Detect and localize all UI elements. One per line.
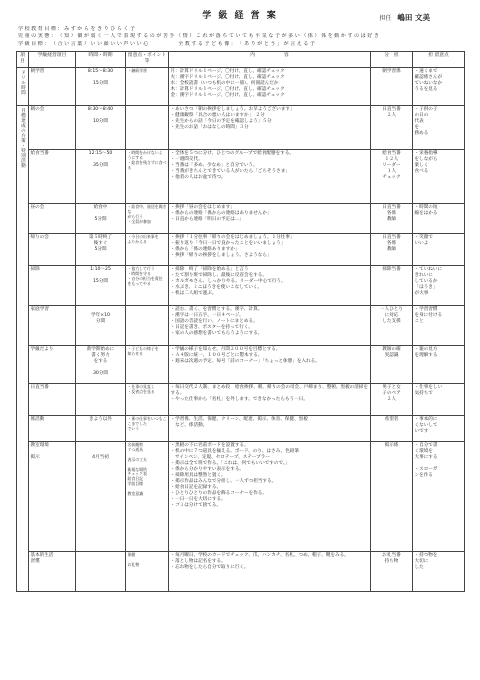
content-line: ・落とし物は記名をする。 bbox=[170, 559, 226, 565]
item-cell bbox=[29, 552, 76, 592]
content-line: ・挨拶「昼の会をはじめます」 bbox=[170, 205, 235, 211]
header-role: 分 担 bbox=[371, 51, 413, 67]
table-row bbox=[17, 416, 465, 442]
content-line: ・挨拶「帰りの挨拶をしましょう。さようなら」 bbox=[170, 253, 272, 259]
table-row bbox=[17, 266, 465, 306]
page-title: 学 級 経 営 案 bbox=[202, 11, 278, 21]
item-cell bbox=[29, 384, 76, 416]
content-line: ・学習係、生活、保健、クリーン、配達、掲示、体育、保健、黒板 bbox=[170, 417, 308, 423]
item-line: 習慣 bbox=[30, 559, 40, 565]
time-cell bbox=[76, 266, 126, 306]
content-line: ・ひとりひとりの作品を飾るコーナーを作る。 bbox=[170, 490, 267, 496]
role-line: 持ち物 bbox=[384, 559, 399, 565]
note-line: チェック表 bbox=[127, 471, 147, 477]
time-line: 35分間 bbox=[92, 163, 109, 169]
content-line: ・先生からの話「今日の予定を確認しよう」５分 bbox=[170, 119, 272, 125]
content-line: ・毎日交代２人制、まとめ役 給食挨拶、朝、帰りの会の司会、戸締まり、整頓、黒板の清掃をする。 bbox=[170, 385, 369, 397]
time-line: 1:10～25 bbox=[90, 267, 111, 273]
note-line: 名前観察 bbox=[127, 442, 144, 448]
plan-table bbox=[16, 51, 465, 592]
item-line: 学級だより bbox=[30, 347, 54, 353]
remark-cell bbox=[413, 384, 465, 416]
remark-cell bbox=[413, 266, 465, 306]
note-line: ・今日の出来事を bbox=[127, 234, 159, 240]
remark-line: 縮をはかる bbox=[414, 211, 438, 217]
remark-line: ・速くまで bbox=[414, 69, 438, 75]
role-line: 朝学習係 bbox=[382, 69, 401, 75]
time-cell bbox=[76, 234, 126, 266]
content-line: ・健康観察「具合の悪い人はいますか」 ２分 bbox=[170, 113, 265, 119]
role-cell bbox=[371, 204, 413, 234]
note-line: ・給食を残さずに食べる bbox=[127, 159, 167, 170]
note-cell bbox=[126, 266, 169, 306]
note-line: 教室意識 bbox=[127, 490, 144, 496]
note-cell bbox=[126, 150, 169, 204]
time-cell bbox=[76, 346, 126, 384]
content-cell bbox=[169, 266, 371, 306]
table-row bbox=[17, 150, 465, 204]
content-cell bbox=[169, 552, 371, 592]
note-line: ・協力して行う bbox=[127, 266, 155, 272]
item-cell bbox=[29, 68, 76, 106]
item-line: 朝学習 bbox=[30, 69, 45, 75]
teacher-label: 担任 bbox=[379, 15, 392, 22]
remark-line: ・栄養指導 bbox=[414, 151, 438, 157]
remark-line: 代表 bbox=[414, 119, 424, 125]
remark-line: きれいに bbox=[414, 273, 433, 279]
item-cell bbox=[29, 416, 76, 442]
content-cell bbox=[169, 416, 371, 442]
content-line: ・黒板の下に名前ボードを設置する。 bbox=[170, 443, 249, 449]
note-cell bbox=[126, 234, 169, 266]
note-cell bbox=[126, 306, 169, 346]
content-line: ・給食日記を記録する。 bbox=[170, 485, 222, 490]
note-cell bbox=[126, 106, 169, 150]
content-line: ・忘れ物をしたら自分で取りに行く。 bbox=[170, 565, 249, 571]
item-cell bbox=[29, 306, 76, 346]
remark-line: ・自分で書 bbox=[414, 443, 438, 449]
content-line: ・カルガモさん、しっかりやる。リーダー中心で行う。 bbox=[170, 279, 286, 285]
time-cell bbox=[76, 68, 126, 106]
time-line: 新学期始めに bbox=[86, 347, 115, 353]
note-line: ・継続学習 bbox=[127, 68, 147, 74]
note-line: ・子どもの様子を bbox=[127, 346, 159, 352]
role-line: 各係 bbox=[386, 211, 397, 217]
note-line: でいう bbox=[127, 425, 140, 431]
role-line: 掃除当番 bbox=[382, 267, 401, 273]
content-line: ・あいさつ「朝の挨拶をしましょう。お早ようございます」 bbox=[170, 107, 295, 113]
remark-line: こと bbox=[414, 319, 424, 325]
content-line: ・掲示は全て班で作る。「これは、何でもいいですので。」 bbox=[170, 461, 290, 467]
item-cell bbox=[29, 442, 76, 552]
goal-students: 児 童 の 実 態 ： （ 知 ） 個 が 弱 く 一 人 で 表 現 す る の が 苦 手 （ 情 ） こ れ が 落 ち て い て も 平 気 な 子 が 多 い （ 体 ） 体 を 動 か す の は 好 き bbox=[18, 33, 379, 40]
note-line: ・時間をかけないよ bbox=[127, 150, 163, 156]
table-header-row bbox=[17, 51, 465, 67]
time-line: 12:15～50 bbox=[88, 151, 113, 157]
remark-line: を理解する bbox=[414, 353, 438, 359]
remark-line: ・学習習慣 bbox=[414, 307, 438, 313]
note-line: ・仕事の見直し bbox=[127, 384, 155, 390]
remark-cell bbox=[413, 234, 465, 266]
item-cell bbox=[29, 234, 76, 266]
role-line: 日直当番 bbox=[382, 107, 401, 113]
content-line: 月：計算ドリル１ページ、〇付け、直し、確認チェック bbox=[170, 69, 285, 75]
header-item: 学級経営項目 bbox=[29, 51, 76, 67]
remark-line: いいよ bbox=[414, 241, 429, 247]
remark-cell bbox=[413, 106, 465, 150]
item-line: 昼の会 bbox=[30, 205, 45, 211]
remark-line: 務める bbox=[414, 131, 429, 137]
role-line: ２人 bbox=[386, 397, 397, 403]
content-cell bbox=[169, 442, 371, 552]
content-line: ・掲示作品はみんなで分担し、一人ずつ担当する。 bbox=[170, 479, 277, 485]
note-cell bbox=[126, 346, 169, 384]
note-line: 保健 bbox=[127, 552, 136, 558]
role-line: 日直当番 bbox=[382, 205, 401, 211]
content-line: 水：全校読書（いつも机の中に一冊）、何冊読んだか bbox=[170, 81, 279, 87]
remark-line: ・親の見方 bbox=[414, 347, 438, 353]
time-cell bbox=[76, 416, 126, 442]
note-line: 知らせる bbox=[127, 351, 143, 357]
content-cell bbox=[169, 204, 371, 234]
time-cell bbox=[76, 150, 126, 204]
item-cell bbox=[29, 266, 76, 306]
note-line: こまでした bbox=[127, 421, 147, 427]
role-cell bbox=[371, 68, 413, 106]
role-line: 掲示係 bbox=[384, 443, 399, 449]
role-cell bbox=[371, 266, 413, 306]
time-cell bbox=[76, 442, 126, 552]
role-line: リーダー bbox=[382, 163, 401, 169]
item-line: 掲示 bbox=[30, 455, 40, 461]
time-cell bbox=[76, 306, 126, 346]
content-line: ・水ぶき、ミニほうきを使いこなしていく。 bbox=[170, 285, 263, 291]
time-line: 書く努力 bbox=[91, 353, 110, 359]
remark-line: ていねいなか bbox=[414, 81, 443, 87]
time-line: 30分間 bbox=[92, 371, 109, 377]
content-cell bbox=[169, 106, 371, 150]
role-line: 教師 bbox=[386, 247, 397, 253]
time-line: 8:15～8:30 bbox=[87, 69, 114, 75]
content-line: 金：漢字ドリル１ページ、〇付け、直し、確認チェック bbox=[170, 93, 285, 99]
remark-line: ・仕事をしい bbox=[414, 385, 443, 391]
content-line: ・先生のお話「おはなしの時間」３分 bbox=[170, 125, 249, 131]
content-cell bbox=[169, 384, 371, 416]
role-line: 希望者 bbox=[384, 417, 399, 423]
item-line: 基本的生活 bbox=[30, 553, 54, 559]
remark-line: ・時間の短 bbox=[414, 205, 438, 211]
content-cell bbox=[169, 150, 371, 204]
role-line: １人 bbox=[386, 169, 397, 175]
table-row bbox=[17, 204, 465, 234]
role-line: 給食当番 bbox=[382, 151, 401, 157]
remark-line: 気持ちで bbox=[414, 391, 433, 397]
content-line: ・係からの連絡「係からの連絡はありませんか」 bbox=[170, 211, 272, 217]
remark-cell bbox=[413, 552, 465, 592]
content-line: ・学級の様子を知らせ、月間２００号を目標とする。 bbox=[170, 347, 281, 353]
note-cell bbox=[126, 204, 169, 234]
header-category: 項目 bbox=[17, 51, 29, 67]
content-line: サインペン、定規、セロテープ、ステープラー bbox=[170, 455, 270, 461]
role-cell bbox=[371, 346, 413, 384]
role-cell bbox=[371, 150, 413, 204]
time-line: 5分間 bbox=[94, 217, 107, 223]
content-line: ・振り返り「今日一日で良かったことをいいましょう」 bbox=[170, 241, 286, 247]
remark-line: 大切に bbox=[414, 559, 429, 565]
time-cell bbox=[76, 106, 126, 150]
content-cell bbox=[169, 306, 371, 346]
item-line: 給食当番 bbox=[30, 151, 49, 157]
remark-cell bbox=[413, 416, 465, 442]
remark-line: ・スローガ bbox=[414, 467, 438, 473]
table-row bbox=[17, 442, 465, 552]
remark-line: ・子供の子 bbox=[414, 107, 438, 113]
remark-line: した bbox=[414, 565, 424, 571]
note-line: ・給食中、放送を聞きな bbox=[127, 204, 167, 215]
remark-line: を bbox=[414, 125, 420, 131]
remark-line: をしながら bbox=[414, 157, 438, 163]
remark-cell bbox=[413, 68, 465, 106]
category-cell bbox=[17, 68, 29, 106]
role-line: １２人 bbox=[384, 157, 399, 163]
content-line: 木：計算ドリル１ページ、〇付け、直し、確認チェック bbox=[170, 87, 285, 93]
note-line: 学級目標 bbox=[127, 481, 144, 487]
role-line: お礼当番 bbox=[382, 553, 401, 559]
category-label: 目標達成の方策・特別活動 bbox=[20, 108, 26, 169]
time-line: 15分間 bbox=[92, 81, 109, 87]
note-line: ・反省点を見る bbox=[127, 389, 155, 395]
header bbox=[16, 10, 464, 24]
category-cell bbox=[17, 106, 29, 592]
remark-line: 楽しく bbox=[414, 163, 429, 169]
remark-line: 食べる bbox=[414, 169, 429, 175]
content-line: ・全体を５つに分け、ひとつのグループで給食配膳をする。 bbox=[170, 151, 295, 157]
header-note: 留意点・ポイント等 bbox=[126, 51, 169, 67]
time-line: 給食中 bbox=[93, 205, 108, 211]
time-line: 分間 bbox=[95, 319, 106, 325]
goal-school: 学 校 教 育 目 標 ： み ず か ら を き り ひ ら く 子 bbox=[18, 26, 136, 32]
content-line: ・他者の人はお盆で待つ。 bbox=[170, 175, 226, 181]
note-line: 給食日記 bbox=[127, 476, 144, 482]
role-line: 子のペア bbox=[382, 391, 401, 397]
note-line: 表示の工夫 bbox=[127, 456, 147, 462]
content-line: ・当番は「多め、少なめ」と自分でいう。 bbox=[170, 163, 258, 169]
remark-line: 「ほうき」 bbox=[414, 285, 438, 291]
content-line: 火：漢字ドリル１ページ、〇付け、直し、確認チェック bbox=[170, 75, 285, 81]
role-line: 教師 bbox=[386, 217, 397, 223]
remark-line: ・事本的に bbox=[414, 417, 438, 423]
role-cell bbox=[371, 234, 413, 266]
remark-line: ンを作る bbox=[414, 473, 433, 479]
note-line: ７つ道具 bbox=[127, 447, 144, 453]
content-line: ・たて割り班で掃除し、最後に反省会をする。 bbox=[170, 273, 267, 279]
content-line: ・机の中に７つ道具を揃える。ボード、のり、はさみ、色鉛筆 bbox=[170, 449, 299, 455]
content-line: ・掃除用具は整然と置く。 bbox=[170, 473, 226, 479]
note-line: うにする bbox=[127, 155, 144, 161]
time-line: 学年×10 bbox=[91, 313, 110, 319]
time-line: 4月当初 bbox=[92, 455, 109, 461]
time-line: 10分間 bbox=[92, 119, 109, 125]
content-line: ・掃除 終了「掃除を始める」と言う bbox=[170, 267, 249, 273]
role-cell bbox=[371, 416, 413, 442]
note-cell bbox=[126, 68, 169, 106]
time-line: 8:30～8:40 bbox=[87, 107, 114, 113]
remark-line: 確認係さんが bbox=[414, 75, 443, 81]
table-body bbox=[17, 68, 465, 592]
role-line: ２人 bbox=[386, 113, 397, 119]
time-cell bbox=[76, 552, 126, 592]
role-cell bbox=[371, 384, 413, 416]
role-line: 男子と女 bbox=[382, 385, 401, 391]
role-cell bbox=[371, 552, 413, 592]
note-cell bbox=[126, 552, 169, 592]
header-content: 内 容 bbox=[169, 51, 371, 67]
time-cell bbox=[76, 384, 126, 416]
time-line: をする bbox=[93, 359, 108, 365]
remark-line: うるを見る bbox=[414, 87, 438, 93]
category-label: ドリル時間 bbox=[20, 70, 26, 96]
time-line: 15分間 bbox=[92, 279, 109, 285]
role-line: 実認識 bbox=[384, 353, 399, 359]
content-cell bbox=[169, 346, 371, 384]
item-cell bbox=[29, 150, 76, 204]
note-line: ・時間を守る bbox=[127, 271, 151, 277]
item-cell bbox=[29, 106, 76, 150]
item-cell bbox=[29, 204, 76, 234]
role-cell bbox=[371, 442, 413, 552]
remark-cell bbox=[413, 150, 465, 204]
content-line: ・係から分かりやすい表示をする。 bbox=[170, 467, 245, 473]
note-line: ・自分の担当を責任 bbox=[127, 275, 163, 281]
item-line: 教室環境 bbox=[30, 443, 49, 449]
table-row bbox=[17, 106, 465, 150]
role-line: 一人ひとり bbox=[380, 307, 403, 313]
remark-line: 大事にする bbox=[414, 455, 438, 461]
teacher-info bbox=[379, 13, 430, 23]
content-line: ・家の人の感想を書いてもらうようにする。 bbox=[170, 331, 263, 337]
content-line: ・読む、書く、を習慣とする。漢字、計算。 bbox=[170, 307, 263, 313]
remark-cell bbox=[413, 306, 465, 346]
goal-class: 学 級 目 標 ： （ 合 い 言 葉 ） い い 顔 い い 声 い い 心 全 教 す る 子 ど も 像 ： 「 あ り が と う 」 が 言 え る 子 bbox=[18, 40, 315, 47]
content-line: ・当番がきちんとできている人がいたら「ごちそうさま」 bbox=[170, 169, 290, 175]
remark-cell bbox=[413, 204, 465, 234]
time-line: きよう以外 bbox=[89, 417, 112, 423]
remark-line: の日の bbox=[414, 113, 429, 119]
item-cell bbox=[29, 346, 76, 384]
table-row bbox=[17, 384, 465, 416]
item-line: 係活動 bbox=[30, 417, 45, 423]
remark-cell bbox=[413, 346, 465, 384]
content-line: ・一日一日を大切にする。 bbox=[170, 496, 226, 502]
remark-line: が大事 bbox=[414, 291, 429, 297]
note-cell bbox=[126, 442, 169, 552]
content-line: ・ゴミは分けて捨てる。 bbox=[170, 502, 222, 508]
content-line: ・日直から連絡「明日の予定は…」 bbox=[170, 217, 245, 223]
table-row bbox=[17, 552, 465, 592]
role-line: 教師の確 bbox=[382, 347, 401, 353]
content-line: など、係活動。 bbox=[170, 423, 208, 429]
remark-line: く環境を bbox=[414, 449, 433, 455]
remark-line: ・笑顔で bbox=[414, 235, 433, 241]
item-line: 日直当番 bbox=[30, 385, 49, 391]
note-line: 新規な場所 bbox=[127, 466, 147, 472]
content-line: ・係から「係の連絡ありますか」 bbox=[170, 247, 240, 253]
role-cell bbox=[371, 106, 413, 150]
content-line: ・やった仕事から「名札」を外します。できなかったらもう一日。 bbox=[170, 397, 308, 403]
remark-line: を身に付ける bbox=[414, 313, 443, 319]
remark-line: ・ていねいに bbox=[414, 267, 443, 273]
item-line: 朝の会 bbox=[30, 107, 45, 113]
header-time: 時間・時期 bbox=[76, 51, 126, 67]
time-line: 5分間 bbox=[94, 247, 107, 253]
item-line: 帰りの会 bbox=[30, 235, 49, 241]
note-cell bbox=[126, 416, 169, 442]
role-cell bbox=[371, 306, 413, 346]
table-row bbox=[17, 68, 465, 106]
table-row bbox=[17, 234, 465, 266]
content-line: ・毎月曜日、学校のカードでチェック、爪、ハンカチ、名札、つめ、帽子、靴をみる。 bbox=[170, 553, 349, 559]
content-cell bbox=[169, 234, 371, 266]
remark-line: ・持つ物を bbox=[414, 553, 438, 559]
content-line: ・日記を書き、ポスターを持って行く。 bbox=[170, 325, 253, 331]
header-remark: 担 留意点 bbox=[413, 51, 465, 67]
role-line: チェック bbox=[382, 175, 401, 181]
time-line: 第５時終了 bbox=[89, 235, 112, 241]
role-line: 各係 bbox=[386, 241, 397, 247]
role-line: 日直当番 bbox=[382, 235, 401, 241]
item-line: 掃除 bbox=[30, 267, 40, 273]
role-line: した支援 bbox=[382, 319, 401, 325]
content-line: ・挨拶「１分往事「帰りの会をはじめましょう。１分往事」 bbox=[170, 235, 295, 241]
content-line: ・国語の音読を行い、ノートにまとめる。 bbox=[170, 319, 258, 325]
content-line: ・漢字は一日五字、一日４ページ。 bbox=[170, 313, 244, 319]
role-line: に対応 bbox=[384, 313, 399, 319]
remark-line: しているか bbox=[414, 279, 438, 285]
note-line: をもってやる bbox=[127, 280, 151, 286]
note-cell bbox=[126, 384, 169, 416]
remark-line: いです bbox=[414, 429, 429, 435]
content-line: ・Ａ４版に統一、１００号ごとに製本する。 bbox=[170, 353, 263, 359]
teacher-name: 嶋田 文美 bbox=[397, 13, 430, 22]
time-line: 後すぐ bbox=[93, 241, 108, 247]
content-line: ・一週間交代。 bbox=[170, 157, 203, 163]
content-line: ・週末は次週の予定、毎号「詩のコーナー」「ちょっと休憩」を入れる。 bbox=[170, 359, 320, 365]
remark-cell bbox=[413, 442, 465, 552]
content-line: ・机は二人組で運ぶ。 bbox=[170, 291, 217, 297]
content-cell bbox=[169, 68, 371, 106]
note-line: ふりかえる bbox=[127, 239, 147, 245]
goals-block bbox=[16, 26, 464, 48]
note-line: お礼物 bbox=[127, 561, 140, 567]
note-line: ・全員が参加 bbox=[127, 218, 151, 224]
table-row bbox=[17, 346, 465, 384]
note-line: ・係の仕事をいつもこ bbox=[127, 416, 167, 422]
item-line: 家庭学習 bbox=[30, 307, 49, 313]
note-line: がら行う bbox=[127, 213, 144, 219]
remark-line: くないして bbox=[414, 423, 438, 429]
table-row bbox=[17, 306, 465, 346]
time-cell bbox=[76, 204, 126, 234]
